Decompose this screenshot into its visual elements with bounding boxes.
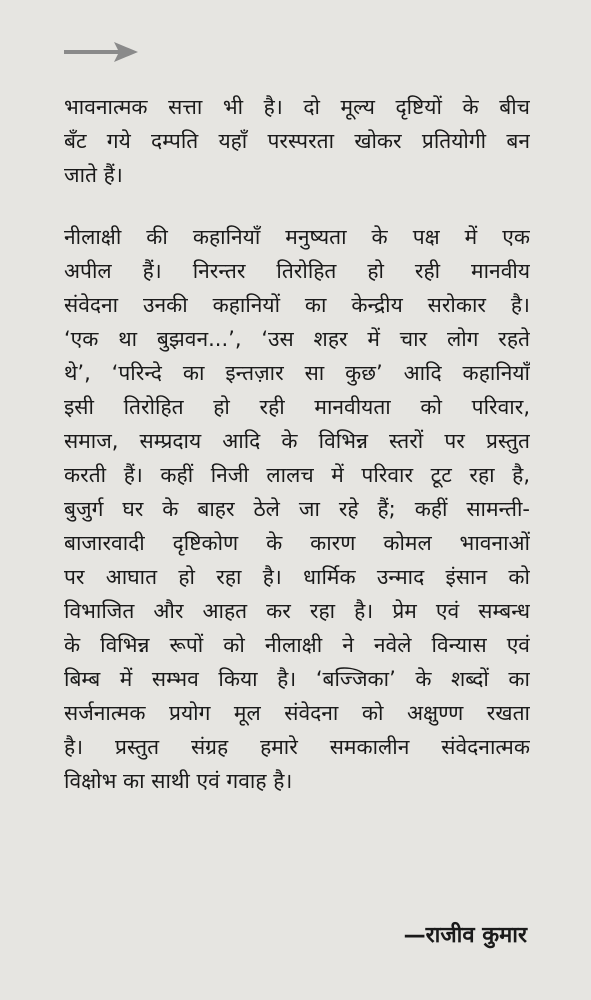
paragraph-1 — [64, 90, 530, 192]
text-line: बिम्ब में सम्भव किया है। ‘बज्जिका’ के शब्दों का — [64, 667, 530, 691]
text-line: समाज, सम्प्रदाय आदि के विभिन्न स्तरों पर प्रस्तुत — [64, 429, 530, 453]
text-line: है। प्रस्तुत संग्रह हमारे समकालीन संवेदनात्मक — [64, 735, 530, 759]
body-text — [64, 90, 530, 798]
text-line: ‘एक था बुझवन...’, ‘उस शहर में चार लोग रहते — [64, 327, 530, 351]
text-line: विक्षोभ का साथी एवं गवाह है। — [64, 769, 293, 793]
text-line: करती हैं। कहीं निजी लालच में परिवार टूट रहा है, — [64, 463, 530, 487]
text-line: के विभिन्न रूपों को नीलाक्षी ने नवेले विन्यास एवं — [64, 633, 530, 657]
text-line: विभाजित और आहत कर रहा है। प्रेम एवं सम्बन्ध — [64, 599, 530, 623]
paragraph-2 — [64, 220, 530, 798]
text-line: संवेदना उनकी कहानियों का केन्द्रीय सरोकार है। — [64, 293, 530, 317]
author-signature: —राजीव कुमार — [403, 923, 527, 948]
text-line: बाजारवादी दृष्टिकोण के कारण कोमल भावनाओं — [64, 531, 530, 555]
text-line: जाते हैं। — [64, 163, 123, 187]
text-line: नीलाक्षी की कहानियाँ मनुष्यता के पक्ष में एक — [64, 225, 530, 249]
text-line: बुजुर्ग घर के बाहर ठेले जा रहे हैं; कहीं सामन्ती- — [64, 497, 530, 521]
text-line: इसी तिरोहित हो रही मानवीयता को परिवार, — [64, 395, 530, 419]
text-line: थे’, ‘परिन्दे का इन्तज़ार सा कुछ’ आदि कहानियाँ — [64, 361, 530, 385]
text-line: सर्जनात्मक प्रयोग मूल संवेदना को अक्षुण्ण रखता — [64, 701, 530, 725]
text-line: भावनात्मक सत्ता भी है। दो मूल्य दृष्टियों के बीच — [64, 95, 530, 119]
arrow-right-icon — [64, 40, 138, 64]
text-line: बँट गये दम्पति यहाँ परस्परता खोकर प्रतियोगी बन — [64, 129, 530, 153]
text-line: पर आघात हो रहा है। धार्मिक उन्माद इंसान को — [64, 565, 530, 589]
text-line: अपील हैं। निरन्तर तिरोहित हो रही मानवीय — [64, 259, 530, 283]
